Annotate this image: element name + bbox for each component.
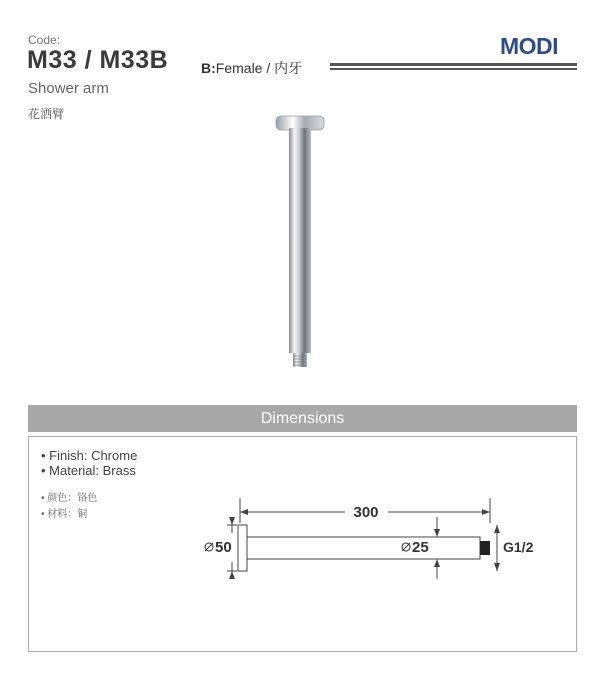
tube-diameter-dimension: 25: [412, 539, 429, 556]
product-name-cn: 花洒臂: [28, 107, 65, 121]
shower-arm-image: [270, 112, 330, 374]
thread-dimension: G1/2: [503, 539, 534, 555]
spec-material: • Material: Brass: [41, 463, 136, 478]
code-label: Code:: [28, 33, 61, 47]
technical-drawing: [200, 495, 555, 585]
spec-material-cn: • 材料：铜: [41, 509, 88, 520]
dimensions-header: Dimensions: [28, 405, 577, 432]
header-rule: [330, 63, 577, 70]
spec-finish: • Finish: Chrome: [41, 448, 138, 463]
brand-logo: MODI: [500, 33, 559, 59]
variant-description: Female / 内牙: [215, 60, 303, 76]
product-name: Shower arm: [28, 80, 109, 97]
model-number: M33 / M33B: [27, 46, 169, 74]
spec-finish-cn: • 颜色：铬色: [41, 493, 98, 504]
variant-code: B:: [201, 60, 216, 76]
flange-diameter-dimension: 50: [215, 539, 232, 556]
variant-info: [201, 58, 302, 78]
length-dimension: 300: [353, 504, 379, 521]
